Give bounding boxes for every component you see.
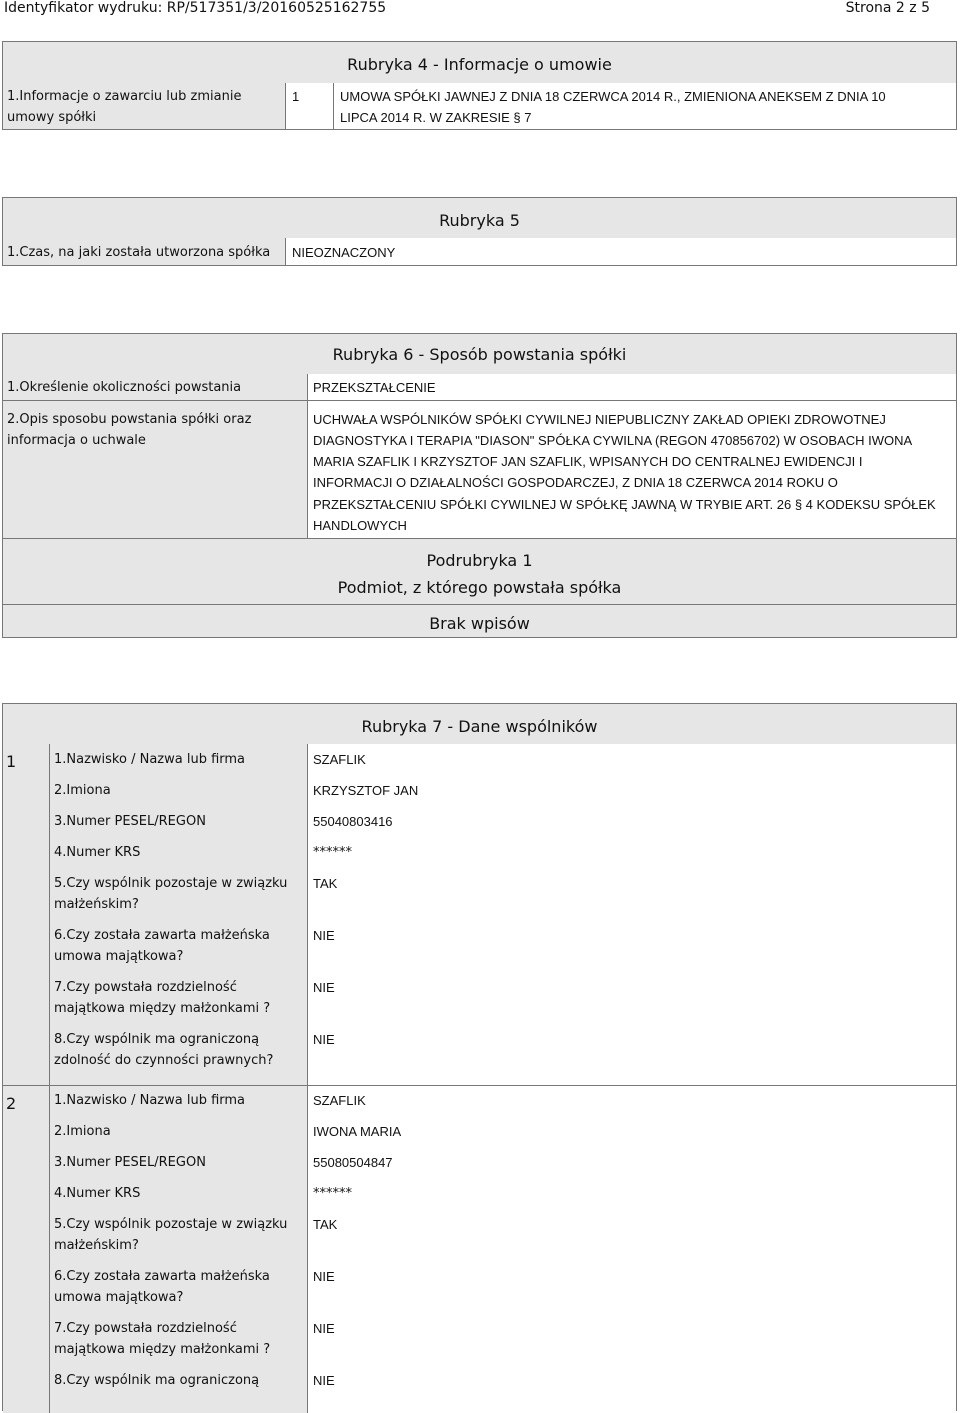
rubryka-4-label-cont: umowy spółki [7,110,97,125]
divider [285,238,286,265]
rubryka-5-title: Rubryka 5 [439,211,520,230]
partner-nazwisko: SZAFLIK [313,1093,366,1108]
partner-krs-label: 4.Numer KRS [54,845,141,860]
rubryka-6-field2-label-cont: informacja o uchwale [7,433,146,448]
rubryka-6-label-cell [3,374,307,538]
rubryka-6-field2-value-line: MARIA SZAFLIK I KRZYSZTOF JAN SZAFLIK, WPISANYCH DO CENTRALNEJ EWIDENCJI I [313,454,863,469]
rubryka-6-title: Rubryka 6 - Sposób powstania spółki [332,345,627,364]
partner-krs: ****** [313,845,352,860]
partner-q7-label: 7.Czy powstała rozdzielność [54,1321,237,1336]
partner-q7-label-cont: majątkowa między małżonkami ? [54,1001,271,1016]
rubryka-4-value: UMOWA SPÓŁKI JAWNEJ Z DNIA 18 CZERWCA 2014 R., ZMIENIONA ANEKSEM Z DNIA 10 [340,89,886,104]
rubryka-6-field2-label: 2.Opis sposobu powstania spółki oraz [7,412,252,427]
divider [3,604,956,605]
rubryka-6-field2-value-line: UCHWAŁA WSPÓLNIKÓW SPÓŁKI CYWILNEJ NIEPUBLICZNY ZAKŁAD OPIEKI ZDROWOTNEJ [313,412,886,427]
partner-q6-label-cont: umowa majątkowa? [54,949,184,964]
partner-number-column [3,744,49,1413]
rubryka-6-field1-value: PRZEKSZTAŁCENIE [313,380,436,395]
partner-q5-label: 5.Czy wspólnik pozostaje w związku [54,1217,288,1232]
podrubryka-1-empty: Brak wpisów [429,614,530,633]
partner-imiona-label: 2.Imiona [54,1124,111,1139]
partner-q8: NIE [313,1032,335,1047]
partner-q7: NIE [313,1321,335,1336]
rubryka-6-field1-label: 1.Określenie okoliczności powstania [7,380,242,395]
partner-q5-label-cont: małżeńskim? [54,1238,139,1253]
partner-q8-label: 8.Czy wspólnik ma ograniczoną [54,1032,260,1047]
divider [307,744,308,1413]
partner-q6-label-cont: umowa majątkowa? [54,1290,184,1305]
rubryka-6-field2-value-line: DIAGNOSTYKA I TERAPIA "DIASON" SPÓŁKA CYWILNA (REGON 470856702) W OSOBACH IWONA [313,433,913,448]
partner-q6-label: 6.Czy została zawarta małżeńska [54,928,270,943]
divider [307,374,308,538]
rubryka-4-label: 1.Informacje o zawarciu lub zmianie [7,89,242,104]
rubryka-4-title: Rubryka 4 - Informacje o umowie [347,55,612,74]
partner-q6-label: 6.Czy została zawarta małżeńska [54,1269,270,1284]
divider [285,83,286,129]
partner-pesel: 55040803416 [313,814,393,829]
partner-q6: NIE [313,1269,335,1284]
partner-pesel-label: 3.Numer PESEL/REGON [54,814,206,829]
partner-q5: TAK [313,1217,338,1232]
podrubryka-1-subtitle: Podmiot, z którego powstała spółka [337,578,622,597]
partner-imiona: KRZYSZTOF JAN [313,783,419,798]
partner-imiona: IWONA MARIA [313,1124,402,1139]
partner-q8: NIE [313,1373,335,1388]
divider [333,83,334,129]
partner-q7-label-cont: majątkowa między małżonkami ? [54,1342,271,1357]
page-number: Strona 2 z 5 [845,0,930,16]
partner-q7-label: 7.Czy powstała rozdzielność [54,980,237,995]
partner-krs: ****** [313,1186,352,1201]
partner-krs-label: 4.Numer KRS [54,1186,141,1201]
partner-imiona-label: 2.Imiona [54,783,111,798]
partner-number: 1 [6,752,17,771]
rubryka-5-value: NIEOZNACZONY [292,245,396,260]
partner-q7: NIE [313,980,335,995]
partner-pesel-label: 3.Numer PESEL/REGON [54,1155,206,1170]
rubryka-4-value-cont: LIPCA 2014 R. W ZAKRESIE § 7 [340,110,532,125]
rubryka-6-field2-value-line: HANDLOWYCH [313,518,407,533]
divider [3,400,956,401]
partner-q5-label-cont: małżeńskim? [54,897,139,912]
rubryka-6-field2-value-line: PRZEKSZTAŁCENIU SPÓŁKI CYWILNEJ W SPÓŁKĘ JAWNĄ W TRYBIE ART. 26 § 4 KODEKSU SPÓŁEK [313,497,936,512]
partner-nazwisko-label: 1.Nazwisko / Nazwa lub firma [54,752,246,767]
rubryka-4-number: 1 [292,89,300,104]
partner-number: 2 [6,1094,17,1113]
rubryka-5-label: 1.Czas, na jaki została utworzona spółka [7,245,271,260]
partner-nazwisko: SZAFLIK [313,752,366,767]
partner-q6: NIE [313,928,335,943]
partner-separator [3,1085,956,1086]
rubryka-6-field2-value-line: INFORMACJI O DZIAŁALNOŚCI GOSPODARCZEJ, Z DNIA 18 CZERWCA 2014 ROKU O [313,475,838,490]
print-identifier: Identyfikator wydruku: RP/517351/3/20160525162755 [4,0,387,16]
partner-q8-label-cont: zdolność do czynności prawnych? [54,1053,274,1068]
rubryka-7-title: Rubryka 7 - Dane wspólników [361,717,598,736]
partner-nazwisko-label: 1.Nazwisko / Nazwa lub firma [54,1093,246,1108]
podrubryka-1-title: Podrubryka 1 [426,551,533,570]
partner-q8-label: 8.Czy wspólnik ma ograniczoną [54,1373,260,1388]
partner-pesel: 55080504847 [313,1155,393,1170]
partner-q5: TAK [313,876,338,891]
partner-q5-label: 5.Czy wspólnik pozostaje w związku [54,876,288,891]
